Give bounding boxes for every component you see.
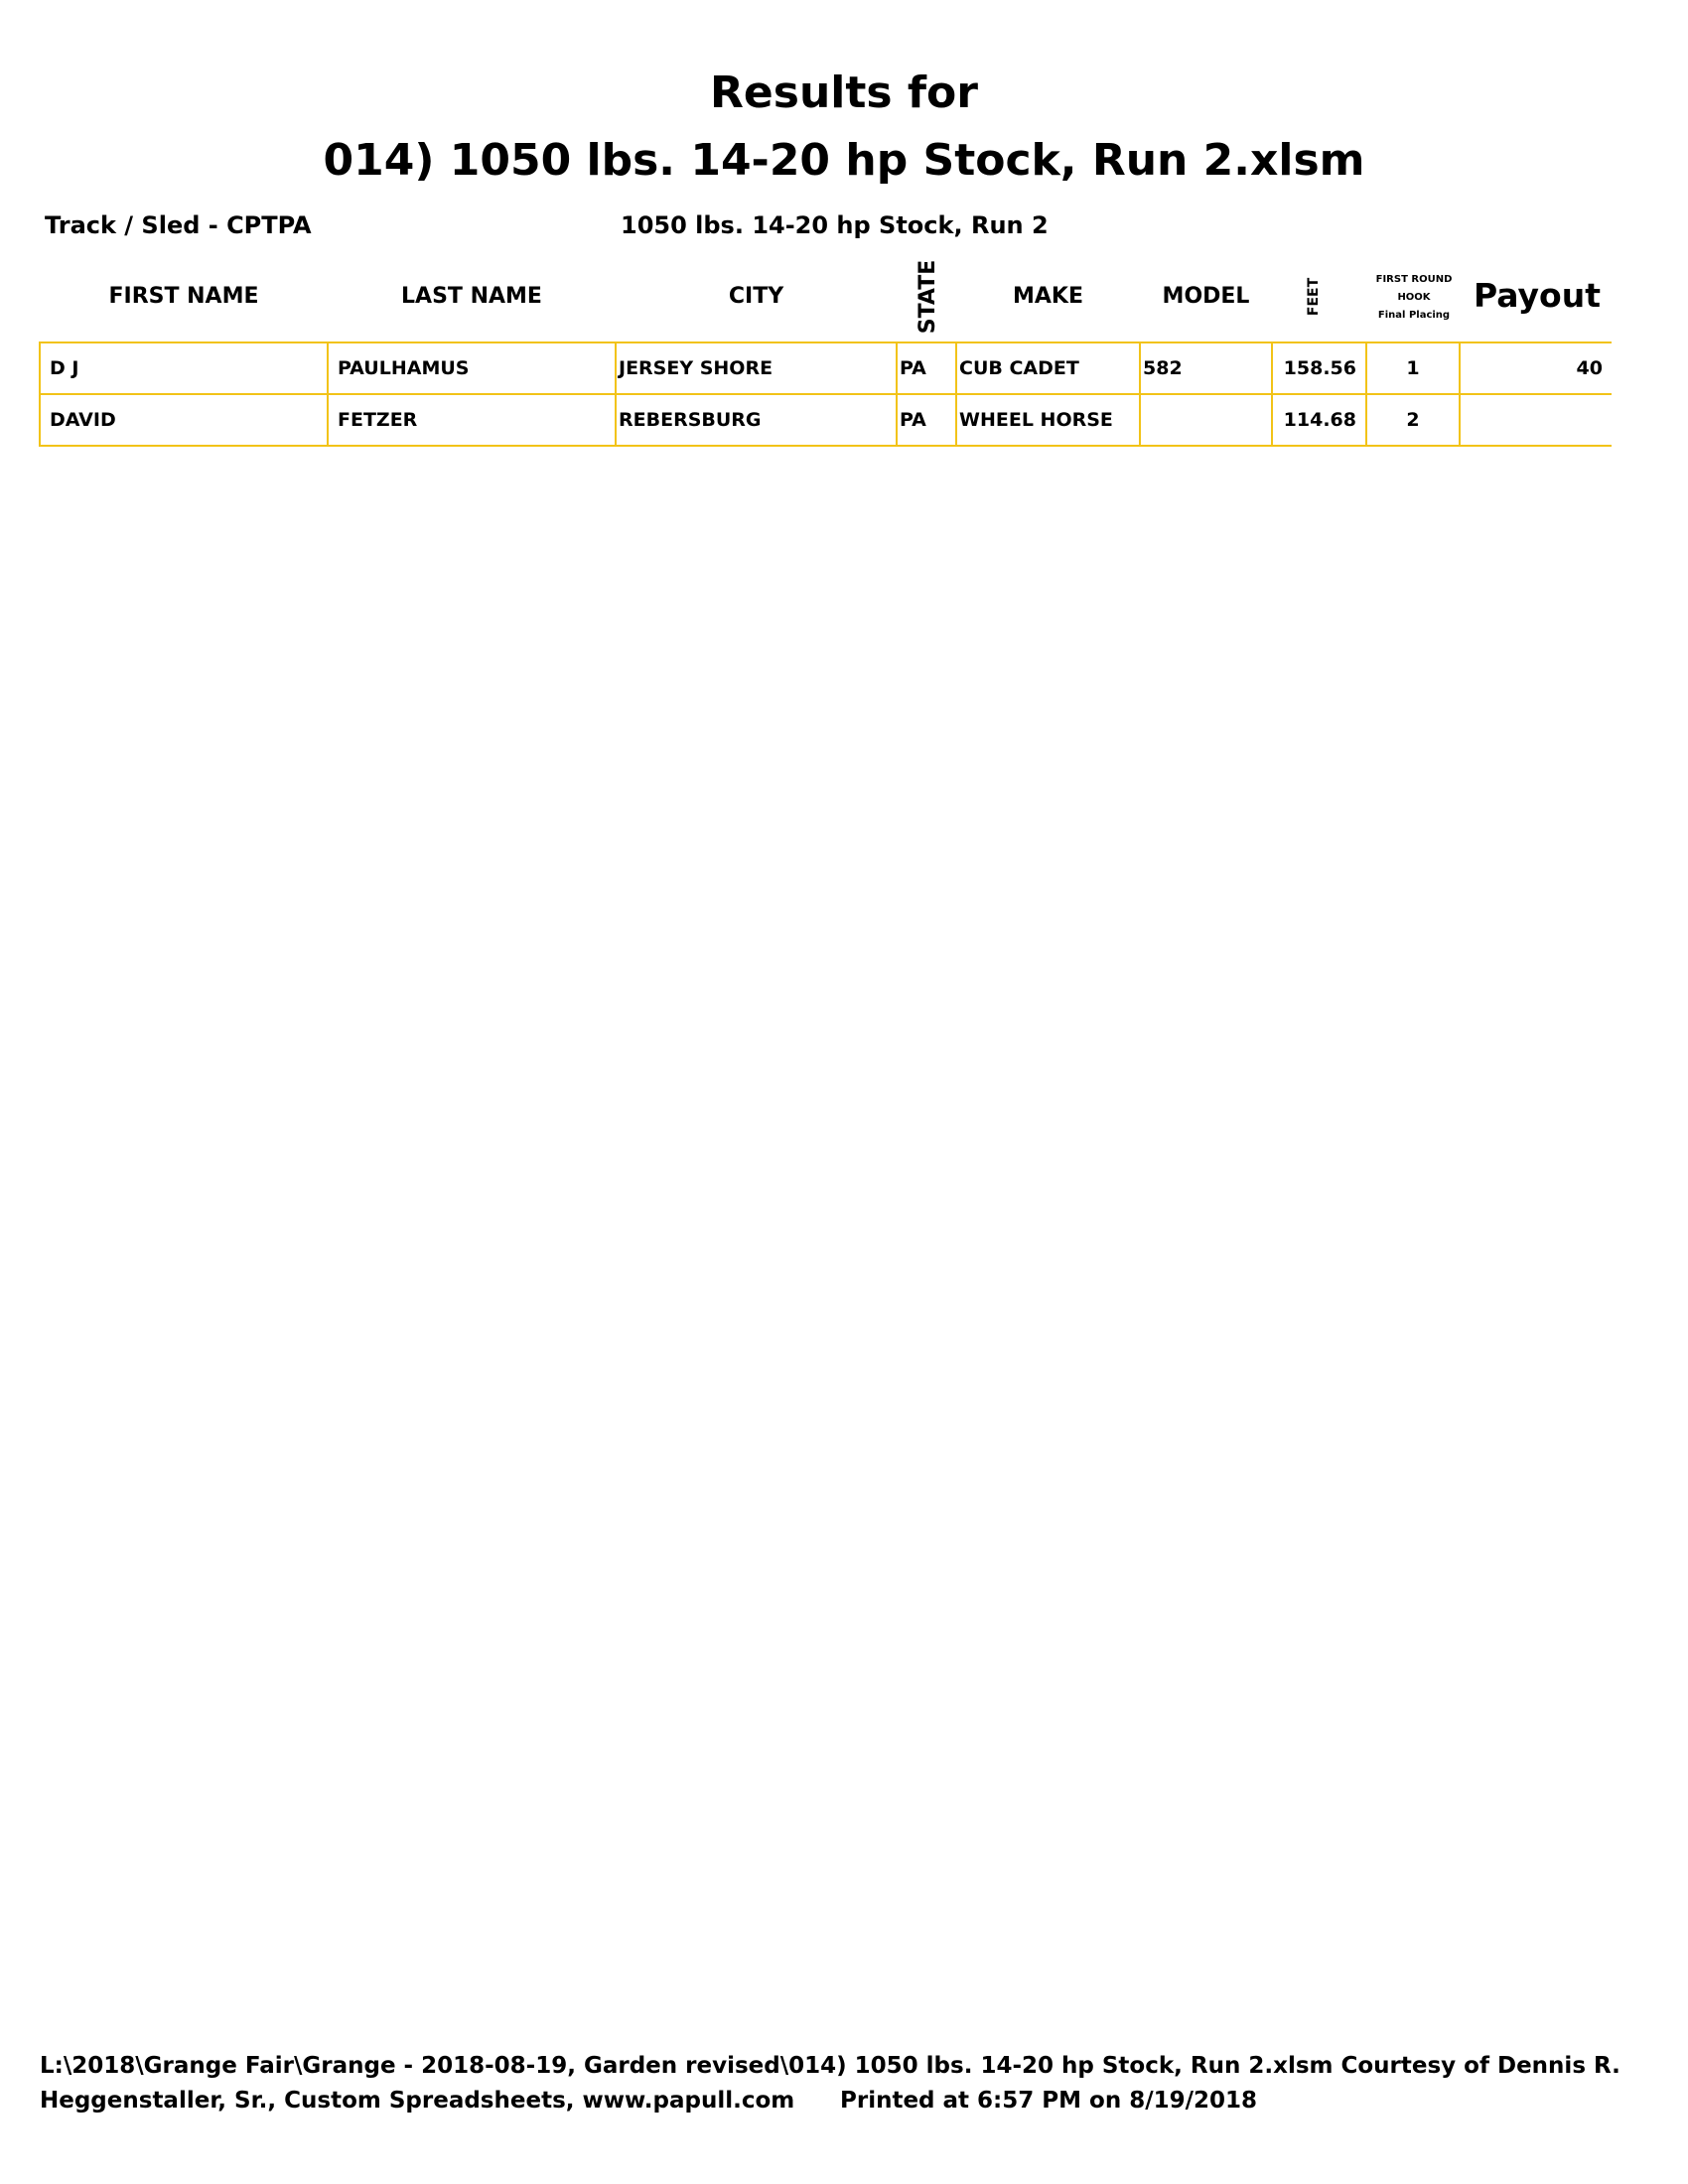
footer-printed-timestamp: Printed at 6:57 PM on 8/19/2018 [840,2088,1258,2114]
cell-feet: 158.56 [1272,342,1366,394]
cell-city: REBERSBURG [616,394,897,446]
footer-file-path: L:\2018\Grange Fair\Grange - 2018-08-19, Garden revised\014) 1050 lbs. 14-20 hp Stock, Run 2.xlsm Courtesy of Dennis R. [40,2053,1620,2079]
cell-model: 582 [1140,342,1272,394]
cell-model [1140,394,1272,446]
class-name-label: 1050 lbs. 14-20 hp Stock, Run 2 [621,211,1049,239]
header-hook: HOOK [1397,292,1431,303]
results-table [39,341,1612,447]
cell-make: WHEEL HORSE [956,394,1140,446]
table-row [40,394,1612,446]
cell-last-name: FETZER [328,394,616,446]
cell-state: PA [897,394,956,446]
cell-last-name: PAULHAMUS [328,342,616,394]
header-first-name: FIRST NAME [108,284,259,309]
cell-first-name: D J [40,342,328,394]
header-last-name: LAST NAME [401,284,542,309]
report-filename-title: 014) 1050 lbs. 14-20 hp Stock, Run 2.xlsm [323,135,1365,186]
cell-city: JERSEY SHORE [616,342,897,394]
footer-credits: Heggenstaller, Sr., Custom Spreadsheets, www.papull.com [40,2088,795,2114]
header-model: MODEL [1162,284,1250,309]
cell-place: 2 [1366,394,1460,446]
table-row [40,342,1612,394]
header-make: MAKE [1013,284,1083,309]
header-state: STATE [915,259,940,335]
header-feet: FEET [1306,277,1322,317]
cell-payout: 40 [1460,342,1612,394]
header-final-placing: Final Placing [1377,310,1451,321]
header-payout: Payout [1473,276,1601,315]
cell-feet: 114.68 [1272,394,1366,446]
cell-make: CUB CADET [956,342,1140,394]
header-city: CITY [728,284,784,309]
cell-place: 1 [1366,342,1460,394]
cell-state: PA [897,342,956,394]
cell-payout [1460,394,1612,446]
track-sled-label: Track / Sled - CPTPA [45,211,312,239]
report-title: Results for [710,68,978,118]
header-first-round: FIRST ROUND [1375,274,1453,285]
cell-first-name: DAVID [40,394,328,446]
